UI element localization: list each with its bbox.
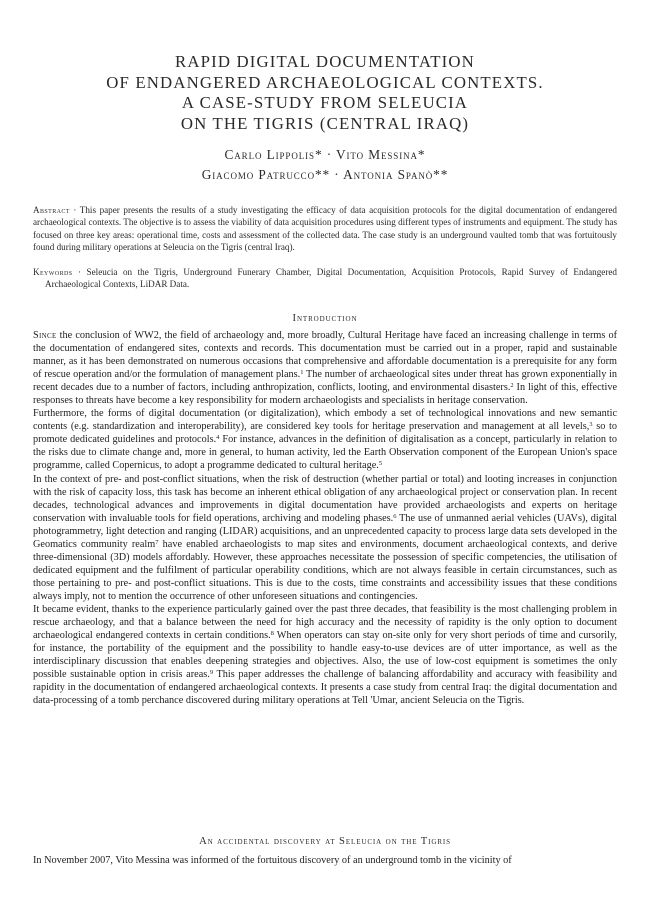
- paper-title: [0, 52, 650, 134]
- text-run: In the context of pre- and post-conflict situations, when the risk of destruction (whether partial or total) and looting increases in conjunction with the risk of capacity loss, this task has become an inherent ethical obligation of any archaeological project or conservation plan. In recent decades, technological advances and improvements in digital documentation have provided archaeologists and experts on heritage conservation with invaluable tools for field operations, archiving and modeling phases.: [33, 473, 617, 524]
- footnote-ref[interactable]: 7: [155, 538, 159, 546]
- text-run: The number of archaeological sites under threat has grown exponentially in recent decades due to a number of factors, including anthropization, conflicts, looting, and environmental disasters.: [33, 369, 618, 394]
- abstract-text: · This paper presents the results of a study investigating the efficacy of data acquisition protocols for the digital documentation of endangered archaeological contexts. The objective is to assess the viability of data acquisition procedures using different types of instruments and equipment. The study has focused on three key areas: operational time, costs and assessment of the collected data. The case study is an underground vaulted tomb that was fortuitously found during military operations at Seleucia on the Tigris (central Iraq).: [33, 205, 617, 252]
- text-run: In light of this, effective responses to threats have become a key responsibility for modern archaeologists and specialists in heritage conservation.: [33, 382, 617, 407]
- text-run: so to promote dedicated guidelines and protocols.: [33, 421, 617, 446]
- authors-line-2: Giacomo Patrucco** · Antonia Spanò**: [201, 167, 449, 182]
- lead-word: Since: [33, 330, 57, 341]
- keywords: [33, 266, 617, 291]
- text-run: When operators can stay on-site only for very short periods of time and cursorily, for instance, the portability of the equipment and the possibility to handle easy-to-use devices are of utter importance, as well as the interdisciplinary discussion that enables deepening strategies and objectives. Also, the use of low-cost equipment is sometimes the only possible sustainable option in crisis areas.: [33, 630, 617, 681]
- footnote-ref[interactable]: 8: [270, 630, 274, 638]
- footnote-ref[interactable]: 4: [216, 434, 220, 442]
- title-line: A CASE-STUDY FROM SELEUCIA: [181, 93, 469, 112]
- footnote-ref[interactable]: 2: [510, 382, 514, 390]
- text-run: have enabled archaeologists to map sites and environments, document archaeological contexts, and derive three-dimensional (3D) models affordably. However, these approaches necessitate the possession of specific competencies, the utilisation of dedicated equipment and the fulfilment of particular operability conditions, which are not always feasible in certain circumstances, such as those pertaining to pre- and post-conflict situations. This is due to the costs, time constraints and accessibility issues that these conditions always imply, not to mention the occurrence of other unforeseen situations and contingencies.: [33, 538, 618, 602]
- footnote-ref[interactable]: 9: [209, 669, 214, 677]
- text-run: It became evident, thanks to the experience particularly gained over the past three decades, that feasibility is the most challenging problem in rescue archaeology, and that a balance between the need for high accuracy and the necessity of rapidity is the only option to document archaeological endangered contexts in certain conditions.: [33, 603, 617, 642]
- footnote-ref[interactable]: 6: [393, 512, 397, 520]
- introduction-body: [33, 329, 617, 707]
- footnote-ref[interactable]: 1: [300, 369, 304, 377]
- title-line: OF ENDANGERED ARCHAEOLOGICAL CONTEXTS.: [106, 72, 544, 92]
- footnote-ref[interactable]: 3: [589, 421, 593, 429]
- paragraph: [33, 473, 617, 603]
- footnote-ref[interactable]: 5: [378, 460, 383, 468]
- keywords-text: · Seleucia on the Tigris, Underground Funerary Chamber, Digital Documentation, Acquisition Protocols, Rapid Survey of Endangered Archaeological Contexts, LiDAR Data.: [45, 267, 617, 290]
- section-heading-discovery: An accidental discovery at Seleucia on the Tigris: [199, 836, 451, 847]
- text-run: This paper addresses the challenge of balancing affordability and accuracy with feasibility and rapidity in the documentation of endangered archaeological contexts. It presents a case study from central Iraq: the digital documentation and data-processing of a tomb perchance discovered during military operations at Tell 'Umar, ancient Seleucia on the Tigris.: [33, 669, 617, 707]
- text-run: the conclusion of WW2, the field of archaeology and, more broadly, Cultural Heritage have faced an increasing challenge in terms of the documentation of endangered sites, contexts and records. This documentation must be carried out in a proper, rapid and sustainable manner, as it has been demonstrated on numerous occasions that comprehensive and affordable documentation is a prerequisite for any form of rescue operation and/or the formulation of management plans.: [33, 330, 617, 381]
- keywords-label: Keywords: [33, 267, 73, 277]
- abstract: [33, 204, 617, 253]
- paragraph: [33, 329, 617, 407]
- paragraph: [33, 603, 617, 707]
- paragraph: In November 2007, Vito Messina was informed of the fortuitous discovery of an underground tomb in the vicinity of: [33, 855, 512, 866]
- authors-line-1: Carlo Lippolis* · Vito Messina*: [224, 147, 426, 162]
- section-heading-introduction: Introduction: [292, 313, 358, 324]
- text-run: Furthermore, the forms of digital documentation (or digitalization), which embody a set of technological innovations and new semantic contents (e.g. standardization and interoperability), are considered key tools for heritage preservation and management at all levels,: [33, 408, 617, 433]
- abstract-label: Abstract: [33, 205, 70, 215]
- title-line: RAPID DIGITAL DOCUMENTATION: [175, 52, 475, 71]
- text-run: The use of unmanned aerial vehicles (UAVs), digital photogrammetry, light detection and ranging (LIDAR) acquisitions, and an unprecedented capacity to process large data sets developed in the Geomatics community realm: [33, 512, 617, 550]
- paragraph: [33, 407, 617, 472]
- author-list: [0, 145, 650, 185]
- title-line: ON THE TIGRIS (CENTRAL IRAQ): [180, 113, 470, 133]
- text-run: For instance, advances in the definition of digitalisation as a concept, particularly in relation to the risks due to climate change and, more in general, to human activity, led the Earth Observation component of the European Union's space programme, called Copernicus, to adopt a programme dedicated to cultural heritage.: [33, 434, 617, 472]
